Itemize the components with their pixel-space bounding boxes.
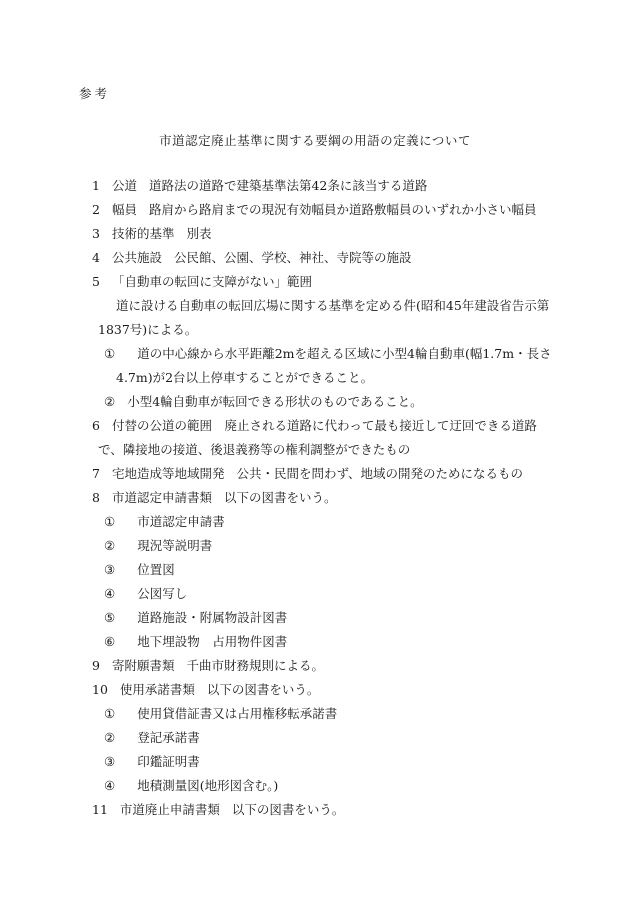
sub-mark: ② [104,730,116,745]
item-term: 寄附願書類 [111,658,175,673]
item-text: 以下の図書をいう。 [223,490,337,505]
item-text: 路肩から路肩までの現況有効幅員か道路敷幅員のいずれか小さい幅員 [148,202,537,217]
note-label: 参考 [79,86,111,101]
sub-text: 現況等説明書 [137,538,213,553]
item-5-sub-1-cont: 4.7m)が2台以上停車することができること。 [116,370,374,385]
item-term: 市道廃止申請書類 [119,802,220,817]
item-number: 7 [92,466,100,481]
item-term: 幅員 [111,202,137,217]
sub-text: 市道認定申請書 [137,514,225,529]
sub-mark: ④ [104,778,116,793]
sub-text: 位置図 [137,562,175,577]
sub-text: 道の中心線から水平距離2mを超える区域に小型4輪自動車(幅1.7m・長さ [137,346,552,361]
item-number: 8 [92,490,100,505]
item-5-body-line-1: 道に設ける自動車の転回広場に関する基準を定める件(昭和45年建設省告示第 [116,298,550,313]
item-term: 市道認定申請書類 [111,490,212,505]
item-text: 道路法の道路で建築基準法第42条に該当する道路 [148,178,428,193]
item-term: 公共施設 [111,250,162,265]
item-10-sub-2 [104,730,200,746]
item-5-sub-1 [104,346,552,362]
item-8-sub-3 [104,562,175,578]
document-title: 市道認定廃止基準に関する要綱の用語の定義について [159,133,471,148]
item-4 [92,250,411,266]
sub-mark: ⑥ [104,634,116,649]
sub-text: 使用貸借証書又は占用権移転承諾書 [137,706,338,721]
item-number: 5 [92,274,100,289]
item-term: 技術的基準 [111,226,175,241]
item-10-sub-4 [104,778,278,794]
item-text: 公共・民間を問わず、地域の開発のためになるもの [236,466,523,481]
item-text: 以下の図書をいう。 [231,802,345,817]
item-number: 9 [92,658,100,673]
sub-text: 小型4輪自動車が転回できる形状のものであること。 [127,394,423,409]
item-term: 宅地造成等地域開発 [111,466,225,481]
sub-text: 道路施設・附属物設計図書 [137,610,288,625]
item-number: 4 [92,250,100,265]
sub-mark: ② [104,394,116,409]
item-number: 3 [92,226,100,241]
item-2 [92,202,536,218]
item-8 [92,490,336,506]
sub-mark: ① [104,346,116,361]
item-term: 公道 [111,178,137,193]
item-5-body-line-2: 1837号)による。 [98,322,198,337]
item-10-sub-1 [104,706,337,722]
sub-text: 登記承諾書 [137,730,200,745]
sub-text: 印鑑証明書 [137,754,200,769]
item-number: 1 [92,178,100,193]
item-text: 別表 [186,226,212,241]
item-1 [92,178,427,194]
item-8-sub-4 [104,586,187,602]
item-text: 以下の図書をいう。 [206,682,320,697]
item-7 [92,466,523,482]
item-8-sub-6 [104,634,287,650]
sub-mark: ② [104,538,116,553]
sub-mark: ③ [104,754,116,769]
sub-mark: ① [104,514,116,529]
item-text: 公民館、公園、学校、神社、寺院等の施設 [173,250,412,265]
item-number: 11 [92,802,108,817]
item-term: 使用承諾書類 [119,682,195,697]
item-term: 「自動車の転回に支障がない」範囲 [111,274,312,289]
item-text: 千曲市財務規則による。 [186,658,324,673]
sub-mark: ⑤ [104,610,116,625]
sub-text: 公図写し [137,586,188,601]
item-5-sub-2 [104,394,423,410]
sub-mark: ③ [104,562,116,577]
item-number: 6 [92,418,100,433]
item-10-sub-3 [104,754,200,770]
item-number: 10 [92,682,108,697]
item-8-sub-5 [104,610,287,626]
sub-mark: ① [104,706,116,721]
item-3 [92,226,211,242]
sub-text: 地下埋設物 占用物件図書 [137,634,288,649]
item-6-cont: で、隣接地の接道、後退義務等の権利調整ができたもの [98,442,411,457]
item-number: 2 [92,202,100,217]
item-5 [92,274,312,290]
sub-mark: ④ [104,586,116,601]
item-9 [92,658,324,674]
item-8-sub-1 [104,514,225,530]
item-text: 付替の公道の範囲 廃止される道路に代わって最も接近して迂回できる道路 [111,418,537,433]
item-10 [92,682,319,698]
item-6 [92,418,537,434]
sub-text: 地積測量図(地形図含む。) [137,778,279,793]
item-8-sub-2 [104,538,212,554]
item-11 [92,802,344,818]
